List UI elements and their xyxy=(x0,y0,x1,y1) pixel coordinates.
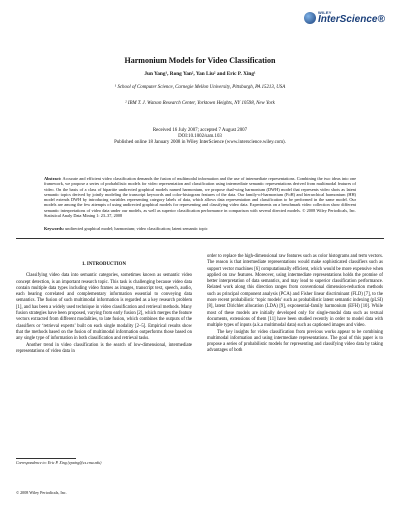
doi: DOI:10.1002/sam.103 xyxy=(178,134,222,139)
logo-brand: InterScience® xyxy=(318,14,385,25)
copyright-notice: © 2008 Wiley Periodicals, Inc. xyxy=(16,490,67,495)
keywords-label: Keywords: xyxy=(44,226,65,231)
publication-dates xyxy=(0,128,400,146)
wiley-interscience-logo xyxy=(304,8,384,30)
right-column xyxy=(207,254,383,355)
received-date: Received 16 July 2007; accepted 7 August 2007 xyxy=(152,128,248,133)
author-list: Jun Yang¹, Rong Yan², Yan Liu² and Eric P. Xing¹ xyxy=(144,71,256,77)
correspondence-footnote: Correspondence to: Eric P. Xing (epxing@cs.cmu.edu) xyxy=(16,461,102,465)
abstract-label: Abstract: xyxy=(44,176,62,181)
divider xyxy=(16,238,384,239)
affiliation-2: ² IBM T. J. Watson Research Center, Yorktown Heights, NY 10598, New York xyxy=(125,101,275,106)
footnote-divider xyxy=(16,458,76,459)
affiliation-1: ¹ School of Computer Science, Carnegie Mellon University, Pittsburgh, PA 15213, USA xyxy=(114,85,286,90)
keywords-text: undirected graphical model; harmonium; video classification; latent semantic topic xyxy=(65,226,208,231)
abstract-text: Accurate and efficient video classification demands the fusion of multimodal information and the use of intermediate representations. Combining the two ideas into one framework, we propose a series of probabilistic models for video representation and classification using intermediate semantic representations derived from multimodal features of video. On the basis of a class of bipartite undirected graphical models named harmonium, we propose dual-wing harmonium (DWH) model that represents video shots as latent semantic topics derived by jointly modeling the transcript keywords and color-histogram features of the data. Our family-of-harmonium (FoH) and hierarchical harmonium (HH) model extends DWH by introducing variables representing category labels of data, which allows data representation and classification to be performed in the same model. Our models are among the few attempts of using undirected graphical models for representing and classifying video data. Experiments on a benchmark video collection show different semantic interpretations of video data under our models, as well as superior classification performance in comparison with several directed models. © 2008 Wiley Periodicals, Inc. Statistical Analy Data Mining 1: 23–37, 2008 xyxy=(44,176,356,219)
intro-paragraph-4: The key insights for video classification from previous works appear to be combining multimodal information and using intermediate representations. The goal of this paper is to propose a series of probabilistic models for representing and classifying video data by taking advantages of both xyxy=(207,329,383,354)
logo-publisher: WILEY xyxy=(318,10,332,15)
paper-title: Harmonium Models for Video Classification xyxy=(124,56,276,65)
intro-paragraph-1: Classifying video data into semantic categories, sometimes known as semantic video concept detection, is an important research topic. This task is challenging because video data contain multiple data types including video frames as images, transcript text, speech, audio, each bearing correlated and complementary information essential to conveying data semantics. The fusion of such multimodal information is regarded as a key research problem [1], and has been a widely used technique in video classification and retrieval methods. Many fusion strategies have been proposed, varying from early fusion [2], which merges the feature vectors extracted from different modalities, to late fusion, which combines the outputs of the classifiers or ‘retrieval experts’ built on each single modality [2–5]. Empirical results show that the methods based on the fusion of multimodal information outperforms those based on any single type of information in both classification and retrieval tasks. xyxy=(16,273,192,342)
intro-paragraph-3: order to replace the high-dimensional raw features such as color histograms and term vectors. The reason is that intermediate representations would make sophisticated classifiers such as support vector machines [6] computationally efficient, which would be more expensive when applied on raw features. Moreover, using intermediate representations holds the promise of better interpretation of data semantics, and may lead to superior classification performance. Related work along this direction ranges from conventional dimension-reduction methods such as principal component analysis (PCA) and Fisher linear discriminant (FLD) [7], to the more recent probabilistic ‘topic models’ such as probabilistic latent semantic indexing (pLSI) [8], latent Dirichlet allocation (LDA) [9], exponential-family harmonium (EFH) [10]. While most of these models are initially developed only for single-modal data such as textual documents, extensions of them [11] have been studied recently in order to model data with multiple types of inputs (a.k.a multimodal data) such as captioned images and video. xyxy=(207,254,383,329)
intro-paragraph-2: Another trend in video classification is the search of low-dimensional, intermediate representations of video data in xyxy=(16,342,192,354)
globe-icon xyxy=(304,12,316,24)
section-heading: 1. INTRODUCTION xyxy=(81,262,127,267)
keywords xyxy=(44,226,356,231)
published-date: Published online 18 January 2008 in Wiley InterScience (www.interscience.wiley.com). xyxy=(114,140,286,145)
abstract xyxy=(44,176,356,218)
left-column xyxy=(16,262,192,355)
